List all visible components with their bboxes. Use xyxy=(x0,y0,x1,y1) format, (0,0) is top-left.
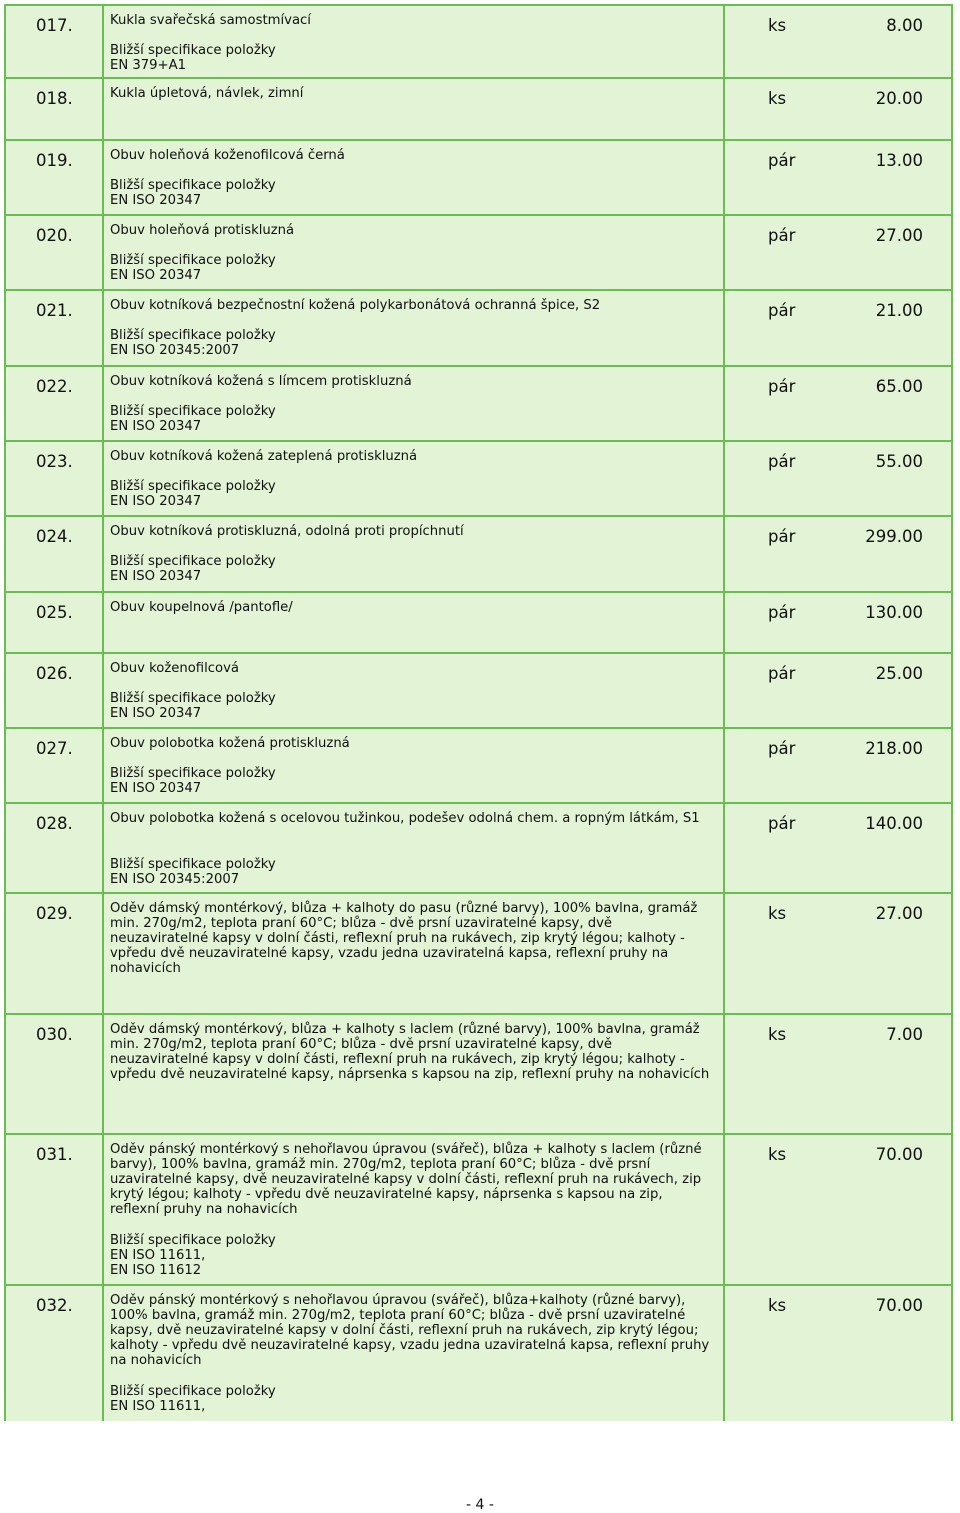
item-unit: pár xyxy=(768,603,796,622)
spec-label: Bližší specifikace položky xyxy=(110,554,276,569)
item-quantity: 140.00 xyxy=(865,814,923,833)
item-title: Obuv polobotka kožená s ocelovou tužinkou, podešev odolná chem. a ropným látkám, S1 xyxy=(110,811,700,826)
item-unit: pár xyxy=(768,739,796,758)
item-description-cell xyxy=(104,593,725,652)
item-quantity: 7.00 xyxy=(886,1025,923,1044)
item-title: Obuv kotníková protiskluzná, odolná proti propíchnutí xyxy=(110,524,464,539)
item-number: 026. xyxy=(36,664,73,683)
item-number-cell xyxy=(6,1286,104,1421)
item-description-cell xyxy=(104,79,725,139)
table-row xyxy=(4,894,953,1015)
item-description-cell xyxy=(104,1015,725,1133)
item-description-cell xyxy=(104,517,725,591)
item-number: 030. xyxy=(36,1025,73,1044)
item-number-cell xyxy=(6,291,104,365)
item-unit: ks xyxy=(768,89,787,108)
item-quantity: 13.00 xyxy=(875,151,923,170)
item-description-cell xyxy=(104,894,725,1013)
item-description-cell xyxy=(104,6,725,77)
item-number: 023. xyxy=(36,452,73,471)
item-title: Kukla úpletová, návlek, zimní xyxy=(110,86,304,101)
spec-label: Bližší specifikace položky xyxy=(110,253,276,268)
norm-reference: EN ISO 11611, xyxy=(110,1399,206,1414)
items-table xyxy=(4,4,953,1421)
item-spec-block xyxy=(110,857,276,887)
item-quantity: 20.00 xyxy=(875,89,923,108)
item-number-cell xyxy=(6,216,104,289)
table-row xyxy=(4,1135,953,1286)
item-unit: pár xyxy=(768,527,796,546)
item-spec-block xyxy=(110,691,276,721)
item-number-cell xyxy=(6,442,104,515)
item-unit: pár xyxy=(768,814,796,833)
item-description-cell xyxy=(104,804,725,892)
table-row xyxy=(4,216,953,291)
table-row xyxy=(4,654,953,729)
item-quantity: 21.00 xyxy=(875,301,923,320)
spec-label: Bližší specifikace položky xyxy=(110,1233,276,1248)
item-unit: pár xyxy=(768,664,796,683)
spec-label: Bližší specifikace položky xyxy=(110,691,276,706)
item-unit: ks xyxy=(768,1145,787,1164)
item-number: 020. xyxy=(36,226,73,245)
item-unit: ks xyxy=(768,1296,787,1315)
item-title: Oděv pánský montérkový s nehořlavou úpravou (svářeč), blůza + kalhoty s laclem (různé barvy), 100% bavlna, gramáž min. 270g/m2, teplota praní 60°C; blůza - dvě prsní uzaviratelné kapsy, dvě neuzaviratelné kapsy v dolní části, reflexní pruh na rukávech, zip krytý légou; kalhoty - vpředu dvě neuzaviratelné kapsy, náprsenka s kapsou na zip, reflexní pruhy na nohavicích xyxy=(110,1142,702,1217)
item-quantity: 65.00 xyxy=(875,377,923,396)
spec-label: Bližší specifikace položky xyxy=(110,479,276,494)
item-quantity: 55.00 xyxy=(875,452,923,471)
item-description-cell xyxy=(104,216,725,289)
item-number: 029. xyxy=(36,904,73,923)
norm-reference: EN 379+A1 xyxy=(110,58,187,73)
item-number-cell xyxy=(6,517,104,591)
item-quantity: 27.00 xyxy=(875,904,923,923)
item-unit: ks xyxy=(768,904,787,923)
item-number: 021. xyxy=(36,301,73,320)
item-number: 025. xyxy=(36,603,73,622)
item-quantity: 27.00 xyxy=(875,226,923,245)
item-title: Obuv polobotka kožená protiskluzná xyxy=(110,736,350,751)
item-title: Obuv holeňová koženofilcová černá xyxy=(110,148,345,163)
item-description-cell xyxy=(104,1286,725,1421)
norm-reference: EN ISO 20347 xyxy=(110,419,202,434)
item-number-cell xyxy=(6,1135,104,1284)
item-spec-block xyxy=(110,328,276,358)
item-number-cell xyxy=(6,894,104,1013)
norm-reference: EN ISO 20345:2007 xyxy=(110,343,240,358)
norm-reference: EN ISO 11611, xyxy=(110,1248,206,1263)
spec-label: Bližší specifikace položky xyxy=(110,328,276,343)
table-row xyxy=(4,442,953,517)
item-title: Obuv koženofilcová xyxy=(110,661,239,676)
item-number-cell xyxy=(6,593,104,652)
item-quantity: 218.00 xyxy=(865,739,923,758)
item-unit: ks xyxy=(768,16,787,35)
item-number-cell xyxy=(6,729,104,802)
item-quantity: 70.00 xyxy=(875,1296,923,1315)
item-quantity: 25.00 xyxy=(875,664,923,683)
item-title: Oděv dámský montérkový, blůza + kalhoty do pasu (různé barvy), 100% bavlna, gramáž min. 270g/m2, teplota praní 60°C; blůza - dvě prsní uzaviratelné kapsy, dvě neuzaviratelné kapsy v dolní části, reflexní pruh na rukávech, zip krytý légou; kalhoty - vpředu dvě neuzaviratelné kapsy, vzadu jedna uzaviratelná kapsa, reflexní pruhy na nohavicích xyxy=(110,901,698,976)
item-number-cell xyxy=(6,141,104,214)
spec-label: Bližší specifikace položky xyxy=(110,43,276,58)
item-description-cell xyxy=(104,1135,725,1284)
item-spec-block xyxy=(110,404,276,434)
item-title: Obuv kotníková kožená s límcem protiskluzná xyxy=(110,374,412,389)
spec-label: Bližší specifikace položky xyxy=(110,178,276,193)
spec-label: Bližší specifikace položky xyxy=(110,766,276,781)
item-description-cell xyxy=(104,367,725,440)
item-number: 032. xyxy=(36,1296,73,1315)
item-number: 031. xyxy=(36,1145,73,1164)
item-number: 019. xyxy=(36,151,73,170)
item-quantity: 70.00 xyxy=(875,1145,923,1164)
item-title: Obuv kotníková bezpečnostní kožená polykarbonátová ochranná špice, S2 xyxy=(110,298,601,313)
norm-reference: EN ISO 20347 xyxy=(110,569,202,584)
item-spec-block xyxy=(110,43,276,73)
table-row xyxy=(4,804,953,894)
item-number-cell xyxy=(6,6,104,77)
item-unit: pár xyxy=(768,151,796,170)
item-number: 024. xyxy=(36,527,73,546)
item-spec-block xyxy=(110,766,276,796)
spec-label: Bližší specifikace položky xyxy=(110,1384,276,1399)
item-spec-block xyxy=(110,554,276,584)
item-spec-block xyxy=(110,178,276,208)
table-row xyxy=(4,593,953,654)
item-number: 022. xyxy=(36,377,73,396)
item-number-cell xyxy=(6,804,104,892)
spec-label: Bližší specifikace položky xyxy=(110,404,276,419)
item-description-cell xyxy=(104,729,725,802)
item-quantity: 299.00 xyxy=(865,527,923,546)
item-quantity: 130.00 xyxy=(865,603,923,622)
item-number: 018. xyxy=(36,89,73,108)
item-unit: pár xyxy=(768,226,796,245)
item-title: Oděv dámský montérkový, blůza + kalhoty s laclem (různé barvy), 100% bavlna, gramáž min. 270g/m2, teplota praní 60°C; blůza - dvě prsní uzaviratelné kapsy, dvě neuzaviratelné kapsy v dolní části, reflexní pruh na rukávech, zip krytý légou; kalhoty - vpředu dvě neuzaviratelné kapsy, náprsenka s kapsou na zip, reflexní pruhy na nohavicích xyxy=(110,1022,710,1082)
table-row xyxy=(4,79,953,141)
item-title: Obuv koupelnová /pantofle/ xyxy=(110,600,293,615)
table-row xyxy=(4,517,953,593)
item-number-cell xyxy=(6,1015,104,1133)
item-number: 017. xyxy=(36,16,73,35)
table-row xyxy=(4,1286,953,1421)
table-row xyxy=(4,141,953,216)
item-description-cell xyxy=(104,291,725,365)
norm-reference: EN ISO 20347 xyxy=(110,268,202,283)
item-spec-block xyxy=(110,253,276,283)
item-description-cell xyxy=(104,654,725,727)
norm-reference: EN ISO 11612 xyxy=(110,1263,202,1278)
item-title: Obuv holeňová protiskluzná xyxy=(110,223,295,238)
item-spec-block xyxy=(110,1384,276,1414)
item-number-cell xyxy=(6,654,104,727)
item-description-cell xyxy=(104,141,725,214)
item-number-cell xyxy=(6,79,104,139)
item-number-cell xyxy=(6,367,104,440)
item-title: Kukla svařečská samostmívací xyxy=(110,13,311,28)
item-unit: pár xyxy=(768,452,796,471)
table-row xyxy=(4,729,953,804)
table-row xyxy=(4,367,953,442)
spec-label: Bližší specifikace položky xyxy=(110,857,276,872)
item-unit: pár xyxy=(768,377,796,396)
item-description-cell xyxy=(104,442,725,515)
item-unit: pár xyxy=(768,301,796,320)
item-spec-block xyxy=(110,1233,276,1278)
item-title: Obuv kotníková kožená zateplená protiskluzná xyxy=(110,449,418,464)
item-number: 028. xyxy=(36,814,73,833)
norm-reference: EN ISO 20347 xyxy=(110,494,202,509)
table-row xyxy=(4,291,953,367)
norm-reference: EN ISO 20347 xyxy=(110,706,202,721)
item-quantity: 8.00 xyxy=(886,16,923,35)
page-number: - 4 - xyxy=(466,1497,494,1513)
table-row xyxy=(4,1015,953,1135)
norm-reference: EN ISO 20347 xyxy=(110,193,202,208)
norm-reference: EN ISO 20345:2007 xyxy=(110,872,240,887)
item-spec-block xyxy=(110,479,276,509)
item-unit: ks xyxy=(768,1025,787,1044)
norm-reference: EN ISO 20347 xyxy=(110,781,202,796)
item-title: Oděv pánský montérkový s nehořlavou úpravou (svářeč), blůza+kalhoty (různé barvy), 100% bavlna, gramáž min. 270g/m2, teplota praní 60°C; blůza - dvě prsní uzaviratelné kapsy, dvě neuzaviratelné kapsy v dolní části, reflexní pruh na rukávech, zip krytý légou; kalhoty - vpředu dvě neuzaviratelné kapsy, vzadu jedna uzaviratelná kapsa, reflexní pruhy na nohavicích xyxy=(110,1293,710,1368)
table-row xyxy=(4,4,953,79)
item-number: 027. xyxy=(36,739,73,758)
